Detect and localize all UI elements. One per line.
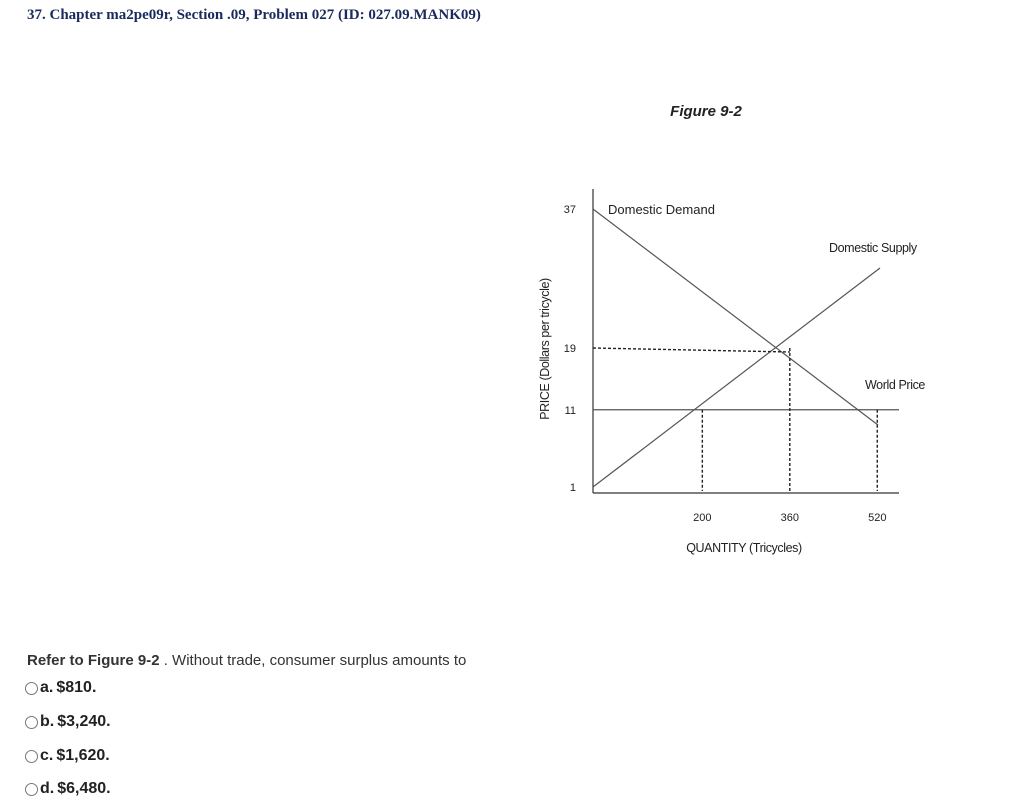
domestic-supply-line [593,268,880,487]
demand-label: Domestic Demand [608,202,715,217]
supply-label: Domestic Supply [829,241,917,255]
radio-a[interactable] [25,682,38,695]
choice-c-value: $1,620. [56,747,110,764]
choice-b-letter: b. [40,713,55,730]
x-tick-label-200: 200 [693,512,712,524]
world-price-label: World Price [865,378,925,392]
choice-a-value: $810. [56,679,97,696]
x-tick-label-520: 520 [868,512,887,524]
choice-d[interactable] [25,780,111,798]
dashed-guide-1 [593,348,790,352]
choice-a[interactable] [25,679,96,697]
radio-c[interactable] [25,750,38,763]
choice-c-letter: c. [40,747,54,764]
choice-d-value: $6,480. [57,780,111,797]
choice-c[interactable] [25,747,110,765]
y-tick-label-19: 19 [563,343,576,355]
y-tick-label-1: 1 [569,482,576,494]
choice-b[interactable] [25,713,111,731]
choice-a-letter: a. [40,679,54,696]
question-rest: . Without trade, consumer surplus amounts to [159,652,467,669]
choice-d-letter: d. [40,780,55,797]
figure-reference: Figure 9-2 [87,652,160,669]
problem-header: 37. Chapter ma2pe09r, Section .09, Problem 027 (ID: 027.09.MANK09) [27,7,481,23]
x-tick-label-360: 360 [780,512,799,524]
chart-title: Figure 9-2 [670,103,742,120]
x-axis-label: QUANTITY (Tricycles) [686,541,802,555]
y-tick-label-37: 37 [563,204,576,216]
question-text [27,652,466,669]
y-tick-label-11: 11 [564,404,576,417]
radio-b[interactable] [25,716,38,729]
radio-d[interactable] [25,783,38,796]
y-axis-label: PRICE (Dollars per tricycle) [538,278,552,420]
choice-b-value: $3,240. [57,713,111,730]
question-prefix: Refer to [27,652,84,669]
